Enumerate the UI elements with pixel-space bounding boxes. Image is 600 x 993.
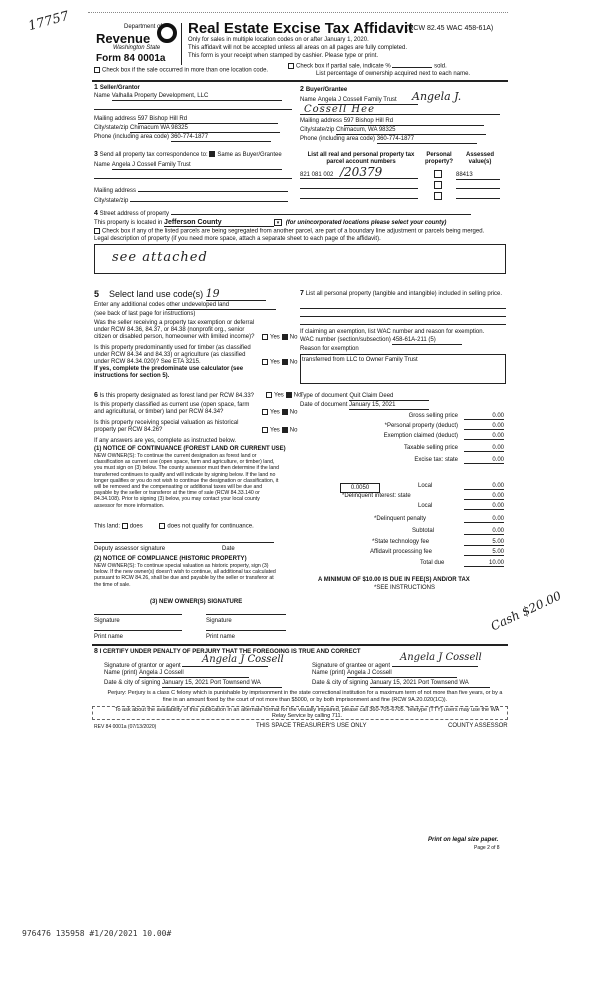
tax-row-label: *Personal property (deduct): [384, 423, 458, 429]
header-note-3: This form is your receipt when stamped by cashier. Please type or print.: [188, 53, 379, 59]
seller-city-field[interactable]: Chimacum WA 98325: [130, 125, 280, 133]
header-divider: [181, 23, 182, 65]
sec3-name-label: Name: [94, 162, 111, 168]
does-checkbox[interactable]: [122, 523, 128, 529]
q-historic: Is this property receiving special valuation as historical property per RCW 84.26?: [94, 420, 239, 433]
street-address-field[interactable]: [171, 214, 471, 215]
street-address-row: 4 Street address of property: [94, 210, 471, 218]
buyer-city-label: City/state/zip: [300, 127, 335, 133]
seller-blank-line: [94, 109, 292, 110]
notice-continuance-body: NEW OWNER(S): To continue the current designation as forest land or classification as current use (open space, farm and agriculture, or timber) land, you must sign on (3) below. The county assessor must then determine if the land transferred continues to qualify and will indicate by signing below. If the land no longer qualifies or you do not wish to continue the designation or classification, it will be removed and the compensating or additional taxes will be due and payable by the seller or transferor at the time of sale (RCW 84.33.140 or 84.34.108). Prior to signing (3) below, you may contact your local county assessor for more information.: [94, 453, 280, 509]
sec3-name-row: [94, 162, 282, 170]
section-7-heading: 7 List all personal property (tangible and intangible) included in selling price.: [300, 290, 503, 297]
buyer-blank-line: [300, 114, 500, 115]
section-1-heading: 1 Seller/Grantor: [94, 84, 140, 91]
revenue-logo-text: Revenue: [96, 31, 151, 46]
county-assessor: COUNTY ASSESSOR: [448, 723, 508, 729]
back-instructions: (see back of last page for instructions): [94, 311, 196, 317]
personal-property-checkbox-3[interactable]: [434, 192, 442, 200]
section-5-heading: 5 Select land use code(s) 19: [94, 287, 266, 301]
tax-row-label: Taxable selling price: [403, 445, 458, 451]
buyer-name-label: Name: [300, 97, 317, 103]
seller-phone-row: [94, 134, 271, 142]
q-forest: 6 Is this property designated as forest land per RCW 84.33?: [94, 392, 254, 399]
section-8-heading: 8 I CERTIFY UNDER PENALTY OF PERJURY THAT THE FOREGOING IS TRUE AND CORRECT: [94, 648, 361, 655]
owner-print-label-1: Print name: [94, 634, 124, 640]
buyer-mail-row: [300, 118, 484, 126]
sec3-mail-field[interactable]: [138, 191, 288, 192]
reason-text: transferred from LLC to Owner Family Trust: [302, 357, 418, 363]
q-exemption: Was the seller receiving a property tax exemption or deferral under RCW 84.36, 84.37, or 84.38 (nonprofit org., senior citizen or disabled person, homeowner with limited income)?: [94, 320, 255, 340]
segregated-row: Check box if any of the listed parcels are being segregated from another parcel, are part of a boundary line adjustment or parcels being merged.: [94, 228, 514, 236]
seller-phone-label: Phone (including area code): [94, 134, 170, 140]
legal-paper-note: Print on legal size paper.: [428, 837, 499, 843]
personal-property-checkbox-2[interactable]: [434, 181, 442, 189]
tax-row-amount[interactable]: 0.00: [464, 423, 504, 430]
grantee-sig-row: Signature of grantee or agent: [312, 660, 478, 670]
sec3-city-field[interactable]: [130, 201, 288, 202]
doc-type-row: Type of document Quit Claim Deed: [300, 393, 429, 401]
legal-description-handwritten: see attached: [112, 250, 208, 265]
deputy-signature-label: Deputy assessor signature: [94, 546, 166, 552]
seller-name-field[interactable]: Valhalla Property Development, LLC: [112, 93, 282, 101]
sec3-blank-line: [94, 178, 292, 179]
subtotal-label: Subtotal: [412, 528, 435, 534]
alt-format-notice: To ask about the availability of this publication in an alternate format for the visually impaired, please call 360-705-6705. Teletype (TTY) users may use the WA Relay Service by calling 711.: [114, 707, 500, 719]
seller-mail-row: [94, 116, 278, 124]
buyer-mail-field[interactable]: 597 Bishop Hill Rd: [344, 118, 484, 126]
grantor-date-row: Date & city of signing January 15, 2021 Port Townsend WA: [104, 680, 282, 688]
notice-compliance-heading: (2) NOTICE OF COMPLIANCE (HISTORIC PROPERTY): [94, 556, 247, 562]
partial-sale-check[interactable]: [288, 63, 447, 71]
cash-handwritten: Cash $20.00: [488, 588, 564, 634]
tax-row-amount[interactable]: 0.00: [464, 433, 504, 440]
grantee-date-row: Date & city of signing January 15, 2021 Port Townsend WA: [312, 680, 490, 688]
grantor-name-row: Name (print) Angela J Cossell: [104, 670, 249, 678]
partial-sale-label: Check box if partial sale, indicate %: [296, 63, 391, 70]
personal-property-header: Personal property?: [424, 152, 453, 165]
dept-label: Department of: [124, 24, 163, 30]
tax-row-label: Gross selling price: [408, 413, 458, 419]
tax-row-amount[interactable]: 0.00: [464, 413, 504, 420]
assessed-value[interactable]: 88413: [456, 172, 500, 180]
grantor-sig-row: Signature of grantor or agent: [104, 660, 268, 670]
sold-label: sold.: [434, 63, 447, 70]
stamp-number: 17757: [26, 8, 71, 35]
rev-number: REV 84 0001a (07/13/2020): [94, 724, 157, 730]
sec7-line-3: [300, 324, 506, 325]
doc-date-field[interactable]: January 15, 2021: [349, 402, 429, 410]
total-due-amount[interactable]: 10.00: [464, 560, 504, 567]
local-label-1: Local: [418, 483, 433, 489]
parcel-line-1: [300, 178, 418, 179]
buyer-city-row: [300, 127, 486, 135]
sec3-mail-label: Mailing address: [94, 188, 137, 194]
segregated-checkbox[interactable]: [94, 228, 100, 234]
form-title: Real Estate Excise Tax Affidavit: [188, 20, 414, 37]
total-due-label: Total due: [420, 560, 445, 566]
owner-print-line-2[interactable]: [206, 630, 286, 631]
owner-print-label-2: Print name: [206, 634, 236, 640]
local-amount-2[interactable]: 0.00: [464, 503, 504, 510]
parcel-number-handwritten: /20379: [340, 165, 383, 179]
seller-name-label: Name: [94, 93, 111, 99]
header-note-2: This affidavit will not be accepted unless all areas on all pages are fully completed.: [188, 45, 408, 51]
seller-mail-field[interactable]: 597 Bishop Hill Rd: [138, 116, 278, 124]
local-label-2: Local: [418, 503, 433, 509]
doc-type-field[interactable]: Quit Claim Deed: [349, 393, 429, 401]
revenue-logo-icon: [157, 23, 177, 43]
q-timber-answer[interactable]: Yes No: [262, 359, 297, 367]
form-rcw: (RCW 82.45 WAC 458-61A): [406, 25, 494, 32]
same-as-buyer-checkbox[interactable]: [209, 151, 215, 157]
buyer-name-handwritten-2: Cossell Hee: [304, 104, 375, 115]
q-exemption-answer[interactable]: Yes No: [262, 334, 297, 342]
local-amount-1[interactable]: 0.00: [464, 483, 504, 490]
land-qualify-row: This land: does does not qualify for continuance.: [94, 523, 254, 530]
notice-continuance-heading: (1) NOTICE OF CONTINUANCE (FOREST LAND OR CURRENT USE): [94, 446, 286, 452]
additional-codes-field[interactable]: other undeveloped land: [166, 302, 276, 310]
county-select[interactable]: Jefferson County: [164, 219, 274, 227]
header-rule: [92, 80, 508, 82]
section-3-heading: 3 Send all property tax correspondence to: Same as Buyer/Grantee: [94, 151, 282, 158]
does-not-checkbox[interactable]: [159, 523, 165, 529]
wac-field[interactable]: 458-61A-211 (5): [392, 337, 462, 345]
grantor-signature-handwritten: Angela J Cossell: [202, 654, 284, 665]
buyer-name-field[interactable]: Angela J Cossell Family Trust: [318, 97, 418, 105]
owner-sig-label-2: Signature: [206, 618, 232, 624]
form-number: Form 84 0001a: [96, 53, 166, 64]
legal-description-label: Legal description of property (if you need more space, attach a separate sheet to each page of the affidavit).: [94, 236, 381, 242]
proc-fee-label: Affidavit processing fee: [370, 549, 432, 555]
tech-fee-amount[interactable]: 5.00: [464, 539, 504, 546]
seller-name-row: [94, 93, 292, 101]
grantor-date-field[interactable]: January 15, 2021 Port Townsend WA: [162, 680, 282, 688]
delinq-penalty-label: *Delinquent penalty: [374, 516, 427, 522]
sec3-mail-row: [94, 188, 288, 195]
buyer-phone-field[interactable]: 360-774-1877: [377, 136, 477, 144]
tax-row-label: Exemption claimed (deduct): [383, 433, 458, 439]
delinq-penalty-amount[interactable]: 0.00: [464, 516, 504, 523]
wac-row: WAC number (section/subsection) 458-61A-211 (5): [300, 337, 462, 345]
tech-fee-label: *State technology fee: [372, 539, 430, 545]
parcel-line-3: [300, 198, 418, 199]
q-historic-answer[interactable]: Yes No: [262, 427, 297, 435]
q-timber: Is this property predominantly used for timber (as classified under RCW 84.34 and 84.33) or agriculture (as classified under RCW 84.34.020)? See ETA 3215.: [94, 345, 251, 365]
sec3-name-field[interactable]: Angela J Cossell Family Trust: [112, 162, 282, 170]
tax-rate-box[interactable]: 0.0050: [340, 483, 380, 493]
section-8-rule: [92, 644, 508, 646]
seller-city-label: City/state/zip: [94, 125, 129, 131]
multi-location-check[interactable]: [94, 67, 268, 75]
owner-print-line-1[interactable]: [94, 630, 182, 631]
sec7-line-1: [300, 308, 506, 309]
buyer-name-handwritten-1: Angela J.: [412, 90, 462, 103]
land-use-code[interactable]: 19: [206, 287, 266, 301]
deputy-signature-line[interactable]: [94, 542, 274, 543]
same-as-buyer-label: Same as Buyer/Grantee: [217, 152, 282, 158]
section-2-heading: 2 Buyer/Grantee: [300, 86, 348, 93]
grantor-name-field[interactable]: Angela J Cossell: [139, 670, 249, 678]
personal-property-checkbox-1[interactable]: [434, 170, 442, 178]
sec3-city-label: City/state/zip: [94, 198, 129, 204]
treasurer-use: THIS SPACE TREASURER'S USE ONLY: [256, 723, 367, 729]
seller-mail-label: Mailing address: [94, 116, 137, 122]
buyer-phone-row: [300, 136, 477, 144]
additional-codes-row: Enter any additional codes other undeveloped land: [94, 302, 276, 310]
state-label: Washington State: [113, 45, 161, 51]
sec3-city-row: [94, 198, 288, 205]
q-forest-answer[interactable]: Yes No: [266, 392, 301, 400]
q-current-use-answer[interactable]: Yes No: [262, 409, 297, 417]
reason-label: Reason for exemption: [300, 346, 359, 352]
dropdown-arrow-icon[interactable]: ▾: [274, 219, 282, 226]
answers-note: If any answers are yes, complete as instructed below.: [94, 438, 237, 444]
owner-sig-line-1[interactable]: [94, 614, 182, 615]
top-dotted-border: [88, 12, 508, 13]
sec7-line-2: [300, 316, 506, 317]
buyer-city-field[interactable]: Chimacum, WA 98325: [336, 127, 486, 135]
header-note-1: Only for sales in multiple location codes on or after January 1, 2020.: [188, 37, 369, 43]
tax-row-label: Excise tax: state: [414, 457, 458, 463]
owner-sig-label-1: Signature: [94, 618, 120, 624]
predominate-use-note: If yes, complete the predominate use calculator (see instructions for section 5).: [94, 366, 244, 379]
see-instructions: *SEE INSTRUCTIONS: [374, 585, 436, 591]
multi-location-label: Check box if the sale occurred in more than one location code.: [102, 67, 269, 74]
q-current-use: Is this property classified as current use (open space, farm and agricultural, or timber) land per RCW 84.34?: [94, 402, 250, 415]
assessed-value-header: Assessed value(s): [465, 152, 495, 165]
new-owner-signature-heading: (3) NEW OWNER(S) SIGNATURE: [150, 599, 243, 605]
delinq-state-label: *Delinquent interest: state: [342, 493, 411, 499]
seller-phone-field[interactable]: 360-774-1877: [171, 134, 271, 142]
parcel-line-2: [300, 188, 418, 189]
exemption-note: If claiming an exemption, list WAC number and reason for exemption.: [300, 329, 485, 335]
assessed-line-2: [456, 188, 500, 189]
notice-compliance-body: NEW OWNER(S): To continue special valuation as historic property, sign (3) below. If the new owner(s) doesn't wish to continue, all additional tax calculated pursuant to RCW 84.26, shall be due and payable by the seller or transferor at the time of sale.: [94, 563, 276, 588]
grantee-date-field[interactable]: January 15, 2021 Port Townsend WA: [370, 680, 490, 688]
grantee-name-row: Name (print) Angela J Cossell: [312, 670, 457, 678]
perjury-notice: Perjury: Perjury is a class C felony which is punishable by imprisonment in the state correctional institution for a maximum term of not more than five years, or by a fine in an amount fixed by the court of not more than $5000, or by both imprisonment and fine (RCW 9A.20.020(1C)).: [107, 690, 503, 703]
grantee-signature-handwritten: Angela J Cossell: [400, 652, 482, 663]
parcel-list-header: List all real and personal property tax parcel account numbers: [307, 152, 415, 165]
minimum-notice: A MINIMUM OF $10.00 IS DUE IN FEE(S) AND/OR TAX: [318, 577, 470, 583]
buyer-mail-label: Mailing address: [300, 118, 343, 124]
buyer-phone-label: Phone (including area code): [300, 136, 376, 142]
page-number: Page 2 of 8: [474, 845, 500, 851]
deputy-date-label: Date: [222, 546, 235, 552]
tax-row-amount[interactable]: 0.00: [464, 457, 504, 464]
delinq-state-amount[interactable]: 0.00: [464, 493, 504, 500]
proc-fee-amount[interactable]: 5.00: [464, 549, 504, 556]
assessed-line-3: [456, 198, 500, 199]
grantee-name-field[interactable]: Angela J Cossell: [347, 670, 457, 678]
checkbox-icon: [288, 63, 294, 69]
county-row: This property is located in Jefferson County ▾ (for unincorporated locations please select your county): [94, 219, 447, 227]
subtotal-amount[interactable]: 0.00: [464, 528, 504, 535]
seller-city-row: [94, 125, 280, 133]
tax-row-amount[interactable]: 0.00: [464, 445, 504, 452]
parcel-number[interactable]: 821 081 002: [300, 172, 334, 178]
ownership-note: List percentage of ownership acquired next to each name.: [316, 71, 471, 77]
receipt-stamp: 976476 135958 #1/20/2021 10.00#: [22, 929, 172, 938]
doc-date-row: Date of document January 15, 2021: [300, 402, 429, 410]
checkbox-icon: [94, 67, 100, 73]
owner-sig-line-2[interactable]: [206, 614, 286, 615]
